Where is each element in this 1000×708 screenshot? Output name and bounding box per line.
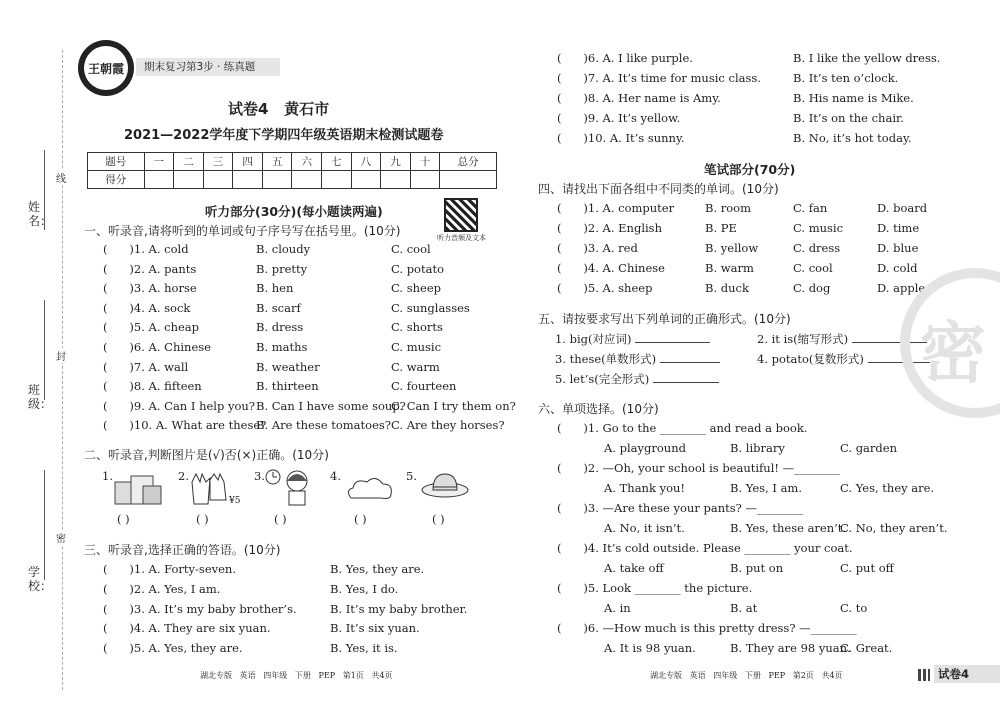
option-c: C. warm [391,359,440,374]
question-stem: ( )2. A. Yes, I am. [103,581,221,596]
answer-paren[interactable]: ( ) [354,512,367,526]
answer-blank[interactable] [653,382,719,383]
picture-cloud [345,476,395,502]
option-b: B. weather [256,359,320,374]
option-b: B. No, it’s hot today. [793,131,912,145]
option-c: C. garden [840,441,897,455]
option-b: B. duck [705,281,749,295]
picture-girl-clock [265,467,315,507]
question-stem: ( )4. It’s cold outside. Please ________ your coat. [557,541,853,555]
question-stem: ( )5. A. sheep [557,281,653,295]
score-input-cell[interactable] [144,171,174,189]
option-b: B. Yes, I do. [330,581,399,596]
s5-item-text: 4. potato(复数形式) [757,352,864,366]
price-label: ¥5 [229,496,241,506]
score-input-cell[interactable] [440,171,497,189]
option-b: B. yellow [705,241,759,255]
score-cell: 六 [292,153,322,171]
logo-text: 王朝霞 [84,46,128,90]
option-b: B. maths [256,340,308,354]
answer-paren[interactable]: ( ) [196,512,209,526]
score-row-values [88,171,497,189]
option-a: A. take off [604,561,664,575]
question-stem: ( )10. A. What are these? [103,418,267,433]
score-input-cell[interactable] [174,171,204,189]
school-label: 学校： [28,565,53,593]
pic-number: 2. [178,469,189,483]
option-c: C. dog [793,281,831,295]
option-b: B. at [730,601,758,615]
option-a: A. playground [604,441,686,455]
score-cell: 十 [410,153,440,171]
answer-paren[interactable]: ( ) [117,512,130,526]
score-cell: 七 [322,153,352,171]
option-a: A. Thank you! [604,481,686,495]
question-stem: ( )3. A. It’s my baby brother’s. [103,601,297,616]
s5-item [555,351,720,367]
picture-gloves [188,470,232,506]
watermark-char: 密 [920,315,986,392]
question-stem: ( )3. —Are these your pants? —________ [557,501,803,515]
question-stem: ( )4. A. Chinese [557,261,665,275]
option-b: B. pretty [256,261,308,276]
question-stem: ( )4. A. sock [103,300,191,315]
binding-mark: 封 [56,348,66,363]
question-stem: ( )6. —How much is this pretty dress? —________ [557,621,857,635]
option-c: C. music [793,221,844,235]
score-input-cell[interactable] [381,171,411,189]
question-stem: ( )3. A. horse [103,281,197,296]
score-cell: 一 [144,153,174,171]
option-b: B. It’s six yuan. [330,621,420,636]
footer-left: 湖北专版 英语 四年级 下册 PEP 第1页 共4页 [200,671,393,680]
option-c: C. to [840,601,868,615]
option-c: C. cool [391,242,431,256]
question-stem: ( )7. A. wall [103,359,189,374]
option-c: C. music [391,340,442,354]
score-cell: 九 [381,153,411,171]
qr-code[interactable] [444,198,478,232]
option-b: B. They are 98 yuan. [730,641,851,655]
qr-caption: 听力音频及文本 [437,234,486,242]
pic-number: 1. [102,469,113,483]
score-cell: 得分 [88,171,145,189]
s5-item-text: 3. these(单数形式) [555,352,657,366]
option-c: C. fourteen [391,379,457,394]
option-b: B. It’s on the chair. [793,111,904,125]
question-stem: ( )1. A. Forty-seven. [103,562,236,576]
binding-line [62,50,63,690]
option-b: B. put on [730,561,784,575]
question-stem: ( )8. A. fifteen [103,379,202,394]
answer-paren[interactable]: ( ) [432,512,445,526]
section2-title: 二、听录音,判断图片是(√)否(×)正确。(10分) [84,448,329,462]
score-input-cell[interactable] [233,171,263,189]
score-row-header [88,153,497,171]
score-input-cell[interactable] [292,171,322,189]
option-d: D. board [877,201,928,215]
question-stem: ( )7. A. It’s time for music class. [557,71,761,85]
option-d: D. blue [877,241,919,255]
question-stem: ( )5. A. Yes, they are. [103,641,243,656]
option-c: C. No, they aren’t. [840,521,948,535]
score-cell: 总分 [440,153,497,171]
name-label: 姓名： [28,200,53,228]
question-stem: ( )3. A. red [557,241,638,255]
option-c: C. fan [793,201,828,215]
section4-title: 四、请找出下面各组中不同类的单词。(10分) [538,182,779,196]
pic-number: 3. [254,469,265,483]
score-cell: 三 [203,153,233,171]
option-b: B. cloudy [256,242,311,256]
answer-paren[interactable]: ( ) [274,512,287,526]
option-c: C. shorts [391,320,443,335]
binding-mark: 线 [56,170,66,185]
score-cell: 二 [174,153,204,171]
score-input-cell[interactable] [410,171,440,189]
section6-title: 六、单项选择。(10分) [538,402,659,416]
option-b: B. PE [705,221,737,235]
question-stem: ( )6. A. I like purple. [557,51,693,65]
option-c: C. Yes, they are. [840,481,935,495]
option-b: B. thirteen [256,379,319,394]
logo [78,40,134,96]
section1-title: 一、听录音,请将听到的单词或句子序号写在括号里。(10分) [84,224,401,238]
option-c: C. cool [793,261,833,275]
question-stem: ( )8. A. Her name is Amy. [557,91,721,105]
s5-item-text: 5. let’s(完全形式) [555,372,650,386]
s5-item-text: 1. big(对应词) [555,332,632,346]
option-a: A. It is 98 yuan. [604,641,696,655]
class-underline [44,300,45,400]
binding-mark: 密 [56,530,66,545]
answer-blank[interactable] [660,362,720,363]
option-c: C. Great. [840,641,893,655]
option-b: B. Yes, it is. [330,641,398,656]
name-underline [44,150,45,230]
score-table [87,152,497,189]
step-badge [136,58,280,76]
paper-title: 试卷4 黄石市 [228,100,330,118]
question-stem: ( )6. A. Chinese [103,340,211,354]
question-stem: ( )2. A. pants [103,261,197,276]
option-c: C. put off [840,561,894,575]
class-label: 班级： [28,383,53,411]
option-d: D. apple [877,281,926,295]
option-b: B. His name is Mike. [793,91,914,105]
option-a: A. No, it isn’t. [604,521,685,535]
score-input-cell[interactable] [262,171,292,189]
option-b: B. Yes, I am. [730,481,802,495]
section5-title: 五、请按要求写出下列单词的正确形式。(10分) [538,312,791,326]
option-b: B. dress [256,320,304,335]
question-stem: ( )1. A. computer [557,201,675,215]
option-b: B. Are these tomatoes? [256,418,391,433]
option-b: B. Can I have some soup? [256,398,406,413]
section3-title: 三、听录音,选择正确的答语。(10分) [84,543,281,557]
score-input-cell[interactable] [351,171,381,189]
score-input-cell[interactable] [322,171,352,189]
question-stem: ( )1. A. cold [103,242,189,256]
option-b: B. It’s my baby brother. [330,601,468,616]
s5-item [555,371,719,387]
footer-tab-text: 试卷4 [938,667,970,681]
score-cell: 八 [351,153,381,171]
question-stem: ( )1. Go to the ________ and read a book. [557,421,808,435]
question-stem: ( )9. A. Can I help you? [103,398,255,413]
written-heading: 笔试部分(70分) [704,162,796,177]
option-b: B. Yes, these aren’t. [730,521,847,535]
school-underline [44,470,45,580]
score-cell: 题号 [88,153,145,171]
option-c: C. potato [391,261,445,276]
footer-right: 湖北专版 英语 四年级 下册 PEP 第2页 共4页 [650,671,843,680]
option-c: C. Can I try them on? [391,398,516,413]
s5-item-text: 2. it is(缩写形式) [757,332,849,346]
paper-subtitle: 2021—2022学年度下学期四年级英语期末检测试题卷 [124,128,444,143]
option-b: B. Yes, they are. [330,562,425,576]
option-b: B. It’s ten o’clock. [793,71,899,85]
question-stem: ( )10. A. It’s sunny. [557,131,685,145]
option-b: B. I like the yellow dress. [793,51,941,65]
score-cell: 五 [262,153,292,171]
option-c: C. sunglasses [391,300,470,315]
listening-heading: 听力部分(30分)(每小题读两遍) [205,204,383,219]
option-b: B. hen [256,281,294,296]
footer-dots [918,669,930,681]
question-stem: ( )4. A. They are six yuan. [103,621,271,636]
option-a: A. in [604,601,631,615]
option-c: C. Are they horses? [391,418,505,433]
score-input-cell[interactable] [203,171,233,189]
option-c: C. dress [793,241,841,255]
picture-boxes [113,472,163,508]
pic-number: 5. [406,469,417,483]
option-c: C. sheep [391,281,441,296]
option-b: B. room [705,201,752,215]
option-b: B. library [730,441,785,455]
question-stem: ( )2. A. English [557,221,662,235]
step-badge-text: 期末复习第3步 · 练真题 [144,61,256,73]
s5-item [555,331,710,347]
option-b: B. warm [705,261,754,275]
answer-blank[interactable] [635,342,710,343]
footer-tab [934,665,1000,683]
option-d: D. time [877,221,920,235]
option-b: B. scarf [256,300,301,315]
question-stem: ( )2. —Oh, your school is beautiful! —________ [557,461,841,475]
picture-hat [420,470,470,502]
pic-number: 4. [330,469,341,483]
question-stem: ( )9. A. It’s yellow. [557,111,681,125]
question-stem: ( )5. Look ________ the picture. [557,581,753,595]
question-stem: ( )5. A. cheap [103,320,200,335]
option-d: D. cold [877,261,918,275]
score-cell: 四 [233,153,263,171]
